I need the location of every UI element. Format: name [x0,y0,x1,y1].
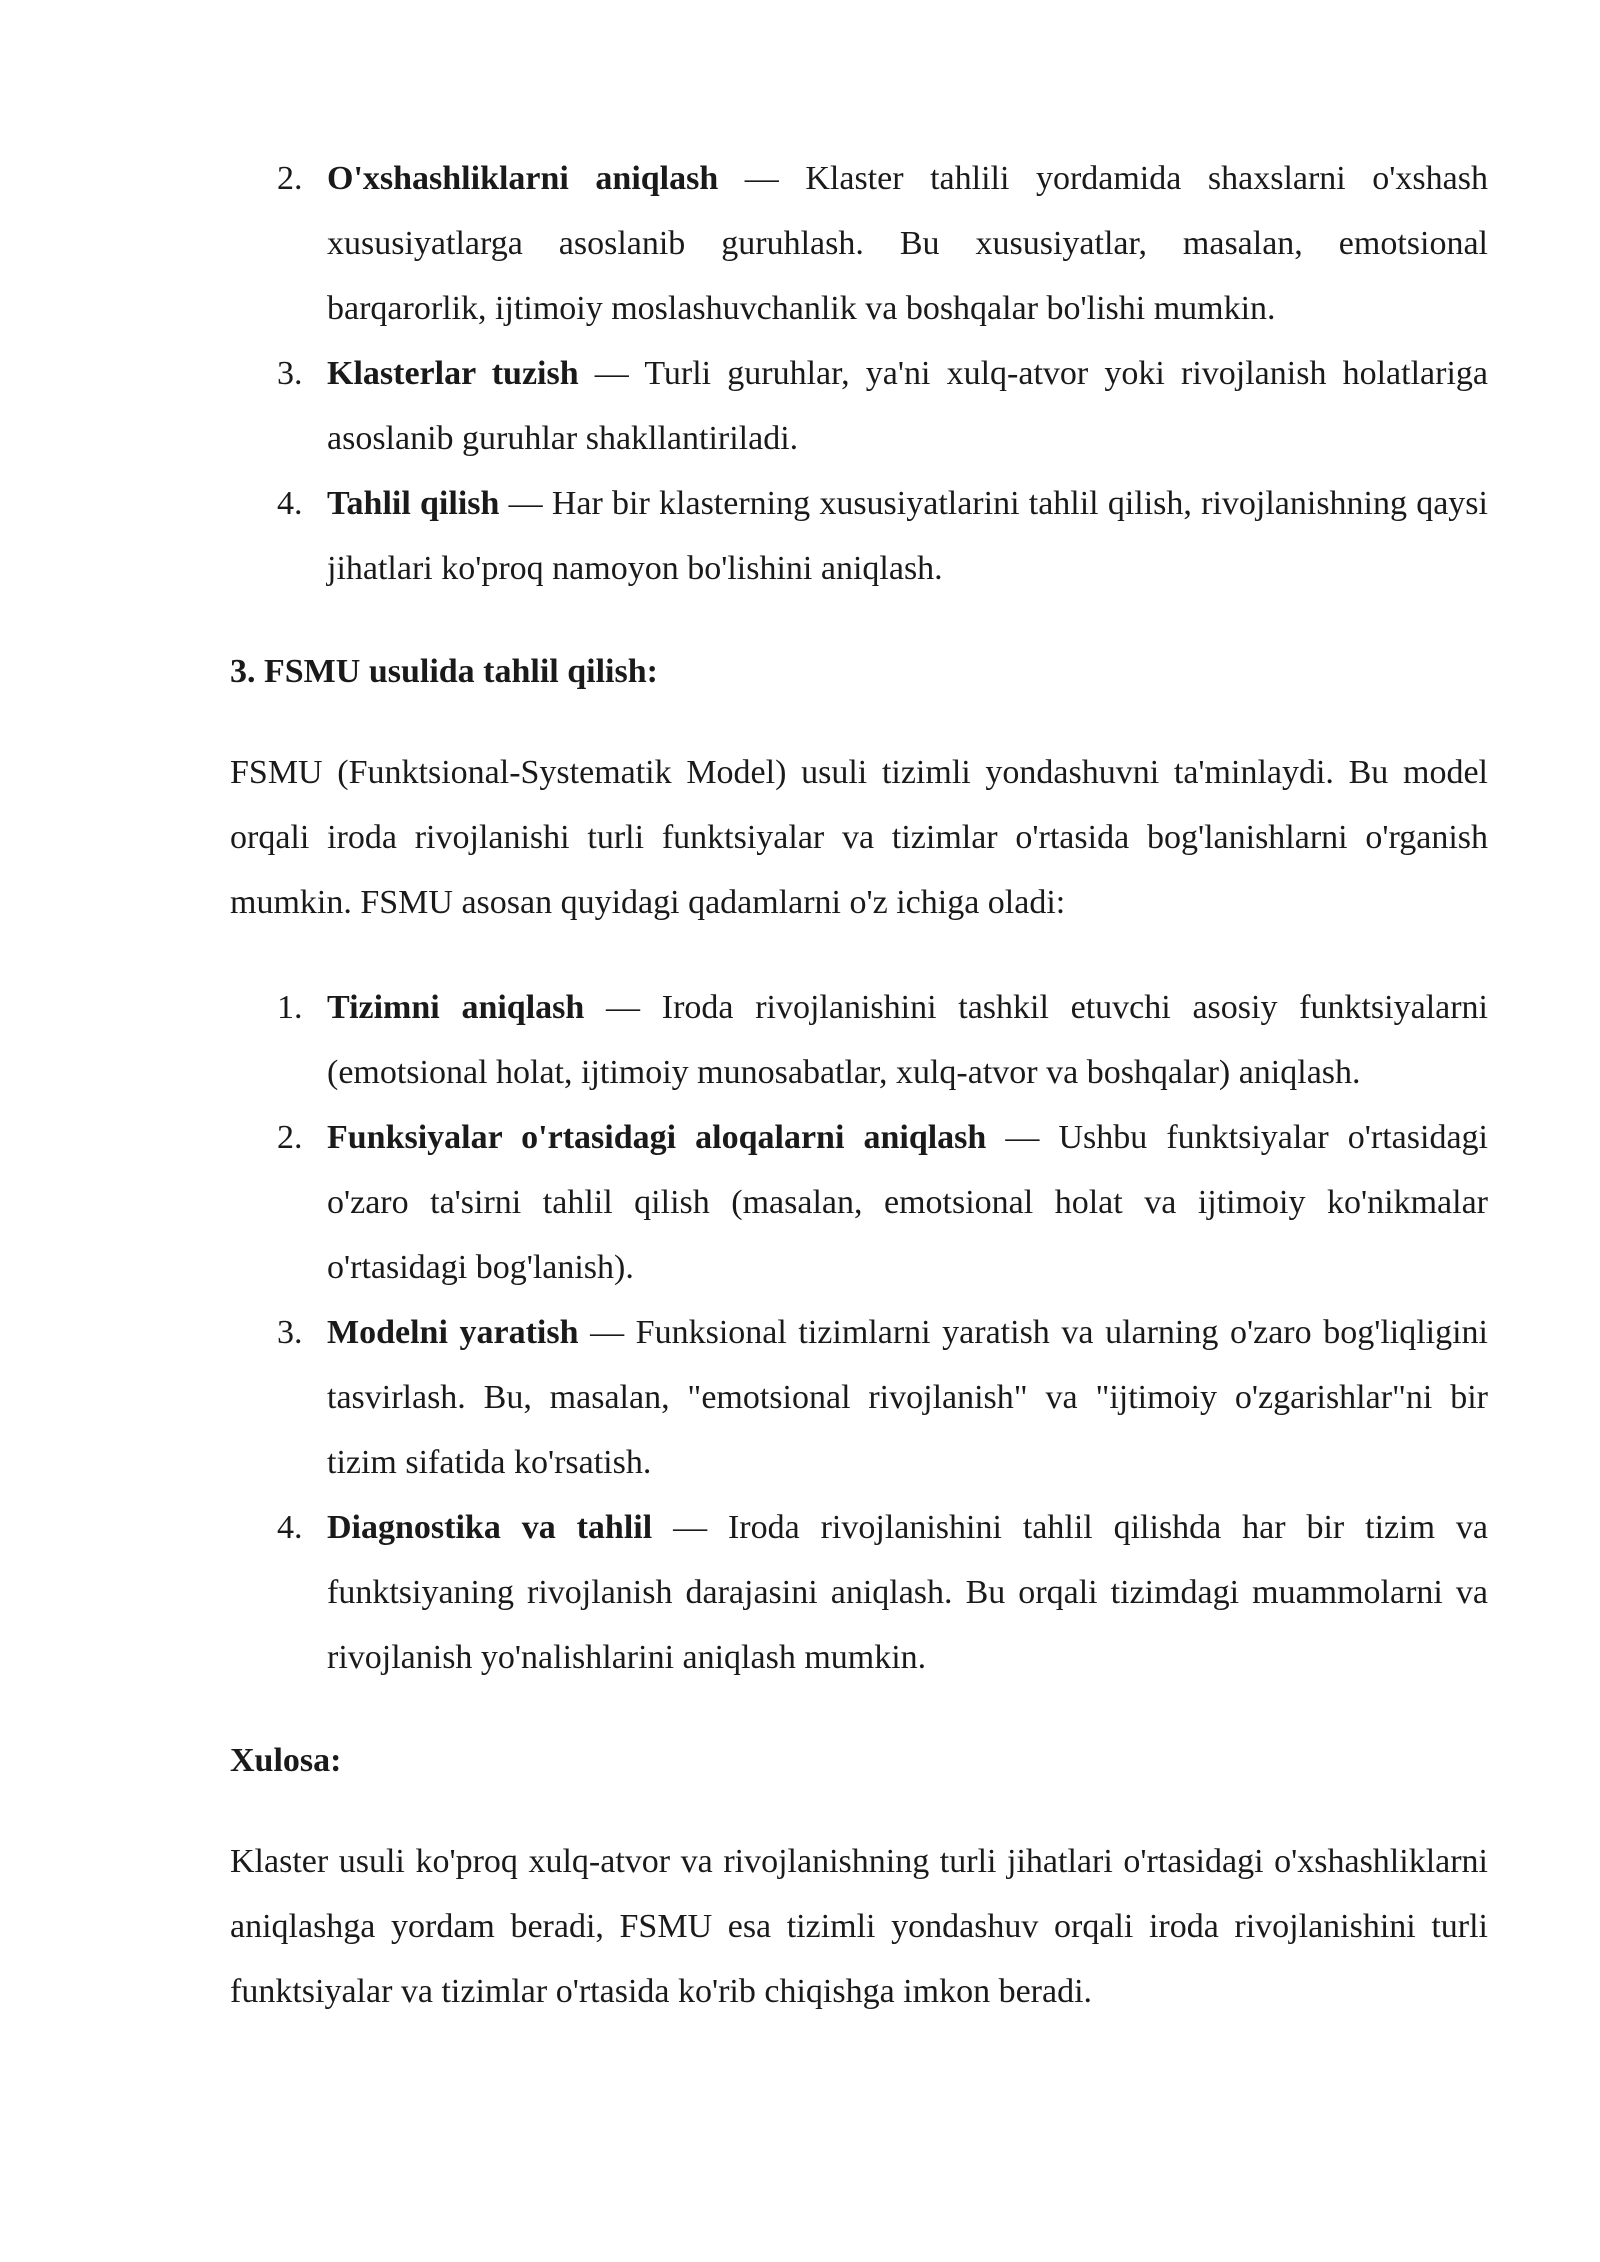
list-item-term: Klasterlar tuzish [327,355,579,392]
list-item [230,975,1488,1105]
list-item-term: O'xshashliklarni aniqlash [327,160,719,197]
conclusion-paragraph: Klaster usuli ko'proq xulq-atvor va rivojlanishning turli jihatlari o'rtasidagi o'xshashliklarni aniqlashga yordam beradi, FSMU esa tizimli yondashuv orqali iroda rivojlanishini turli funktsiyalar va tizimlar o'rtasida ko'rib chiqishga imkon beradi. [230,1843,1488,2010]
list-item [230,471,1488,601]
klaster-steps-list [230,146,1488,601]
section-intro-paragraph: FSMU (Funktsional-Systematik Model) usuli tizimli yondashuvni ta'minlaydi. Bu model orqali iroda rivojlanishi turli funktsiyalar va tizimlar o'rtasida bog'lanishlarni o'rganish mumkin. FSMU asosan quyidagi qadamlarni o'z ichiga oladi: [230,754,1488,921]
list-item-text: — Har bir klasterning xususiyatlarini tahlil qilish, rivojlanishning qaysi jihatlari ko'proq namoyon bo'lishini aniqlash. [327,485,1488,587]
list-item-term: Tizimni aniqlash [327,989,585,1026]
list-item [230,1495,1488,1690]
list-number: 2. [277,160,303,197]
conclusion-heading: Xulosa: [230,1742,342,1779]
list-number: 2. [277,1119,303,1156]
list-number: 4. [277,1509,303,1546]
list-item-term: Funksiyalar o'rtasidagi aloqalarni aniqlash [327,1119,987,1156]
list-item [230,1300,1488,1495]
list-item [230,341,1488,471]
page-content [230,146,1488,2024]
list-number: 3. [277,1314,303,1351]
list-item-text: — Iroda rivojlanishini tashkil etuvchi asosiy funktsiyalarni (emotsional holat, ijtimoiy munosabatlar, xulq-atvor va boshqalar) aniqlash. [327,989,1489,1091]
list-item-term: Diagnostika va tahlil [327,1509,653,1546]
list-item-text: — Klaster tahlili yordamida shaxslarni o'xshash xususiyatlarga asoslanib guruhlash. Bu xususiyatlar, masalan, emotsional barqarorlik, ijtimoiy moslashuvchanlik va boshqalar bo'lishi mumkin. [327,160,1488,327]
list-item-text: — Turli guruhlar, ya'ni xulq-atvor yoki rivojlanish holatlariga asoslanib guruhlar shakllantiriladi. [327,355,1488,457]
list-number: 3. [277,355,303,392]
list-item [230,1105,1488,1300]
list-item [230,146,1488,341]
list-number: 4. [277,485,303,522]
list-item-text: — Ushbu funktsiyalar o'rtasidagi o'zaro ta'sirni tahlil qilish (masalan, emotsional holat va ijtimoiy ko'nikmalar o'rtasidagi bog'lanish). [327,1119,1488,1286]
list-item-term: Modelni yaratish [327,1314,579,1351]
list-number: 1. [277,989,303,1026]
list-item-term: Tahlil qilish [327,485,500,522]
fsmu-steps-list [230,975,1488,1690]
list-item-text: — Funksional tizimlarni yaratish va ularning o'zaro bog'liqligini tasvirlash. Bu, masalan, "emotsional rivojlanish" va "ijtimoiy o'zgarishlar"ni bir tizim sifatida ko'rsatish. [327,1314,1488,1481]
list-item-text: — Iroda rivojlanishini tahlil qilishda har bir tizim va funktsiyaning rivojlanish darajasini aniqlash. Bu orqali tizimdagi muammolarni va rivojlanish yo'nalishlarini aniqlash mumkin. [327,1509,1488,1676]
section-heading: 3. FSMU usulida tahlil qilish: [230,653,658,690]
